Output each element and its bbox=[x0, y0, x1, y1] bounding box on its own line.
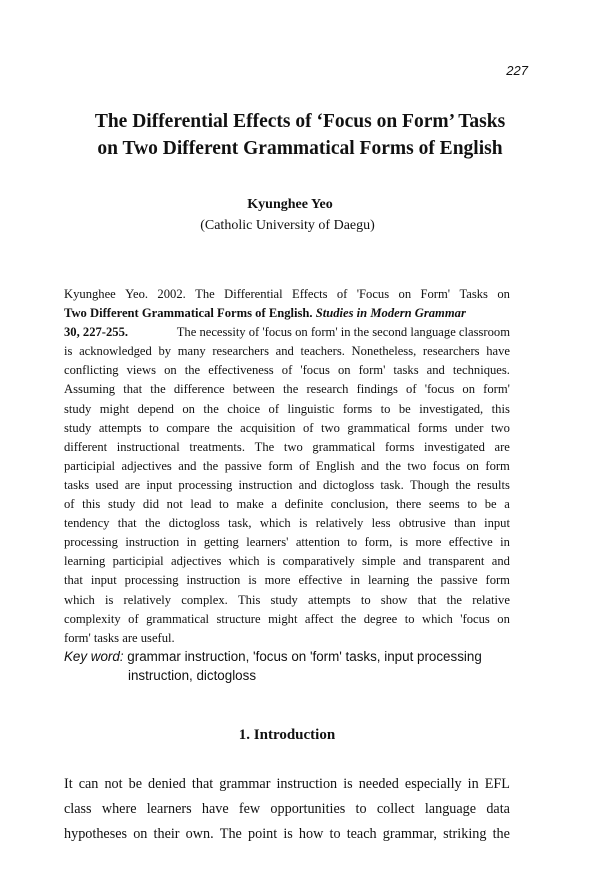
keywords-text-continued: instruction, dictogloss bbox=[128, 668, 257, 683]
abstract-line: Assuming that the difference between the research findings of 'focus on form' bbox=[64, 382, 510, 397]
body-line: class where learners have few opportunities to collect language data bbox=[64, 801, 510, 818]
author-affiliation: (Catholic University of Daegu) bbox=[200, 218, 375, 233]
abstract-text: The necessity of 'focus on form' in the second language classroom bbox=[176, 325, 510, 340]
abstract-line: tasks used are input processing instruction and dictogloss task. Though the results bbox=[64, 477, 510, 492]
abstract-line: study attempts to compare the acquisition of two grammatical forms under two bbox=[64, 420, 510, 435]
body-line: hypotheses on their own. The point is how to teach grammar, striking the bbox=[64, 826, 510, 843]
abstract-line: conflicting views on the effectiveness of 'focus on form' tasks and techniques. bbox=[64, 363, 510, 378]
body-line: It can not be denied that grammar instruction is needed especially in EFL bbox=[64, 776, 510, 792]
keywords bbox=[64, 647, 544, 685]
abstract-citation-line bbox=[64, 304, 510, 323]
abstract-line: that input processing instruction is more effective in learning the passive form bbox=[64, 573, 510, 588]
author-name: Kyunghee Yeo bbox=[247, 197, 333, 212]
citation-title: Two Different Grammatical Forms of English. bbox=[64, 306, 313, 321]
section-heading: 1. Introduction bbox=[238, 727, 336, 743]
abstract-line: processing instruction in getting learners' attention to form, is more effective in bbox=[64, 535, 510, 550]
abstract-line: is acknowledged by many researchers and teachers. Nonetheless, researchers have bbox=[64, 344, 510, 359]
abstract-line: participial adjectives and the passive form of English and the two focus on form bbox=[64, 458, 510, 473]
citation-journal: Studies in Modern Grammar bbox=[315, 306, 466, 321]
paper-title-line-2: on Two Different Grammatical Forms of English bbox=[97, 138, 503, 159]
paper-title bbox=[0, 108, 600, 162]
keywords-label: Key word: bbox=[64, 649, 124, 664]
keywords-text: grammar instruction, 'focus on 'form' tasks, input processing bbox=[127, 649, 482, 664]
abstract-line: which is relatively complex. This study attempts to show that the relative bbox=[64, 592, 510, 607]
abstract bbox=[64, 285, 510, 648]
abstract-line: form' tasks are useful. bbox=[64, 630, 175, 645]
abstract-line: complexity of grammatical structure might affect the degree to which 'focus on bbox=[64, 611, 510, 626]
abstract-line: study might depend on the choice of linguistic forms to be investigated, this bbox=[64, 401, 510, 416]
paper-title-line-1: The Differential Effects of ‘Focus on Form’ Tasks bbox=[94, 111, 506, 132]
abstract-citation-line: Kyunghee Yeo. 2002. The Differential Effects of 'Focus on Form' Tasks on bbox=[64, 287, 510, 301]
abstract-line: of this study did not lead to make a definite conclusion, there seems to be a bbox=[64, 497, 510, 512]
abstract-line: learning participial adjectives which is comparatively simple and transparent and bbox=[64, 554, 510, 569]
page-number: 227 bbox=[506, 63, 528, 78]
body-paragraph bbox=[64, 772, 510, 848]
abstract-line bbox=[64, 323, 510, 342]
citation-volume-pages: 30, 227-255. bbox=[64, 325, 129, 340]
abstract-line: tendency that the dictogloss task, which is relatively less obtrusive than input bbox=[64, 516, 510, 531]
abstract-line: different instructional treatments. The two grammatical forms investigated are bbox=[64, 439, 510, 454]
